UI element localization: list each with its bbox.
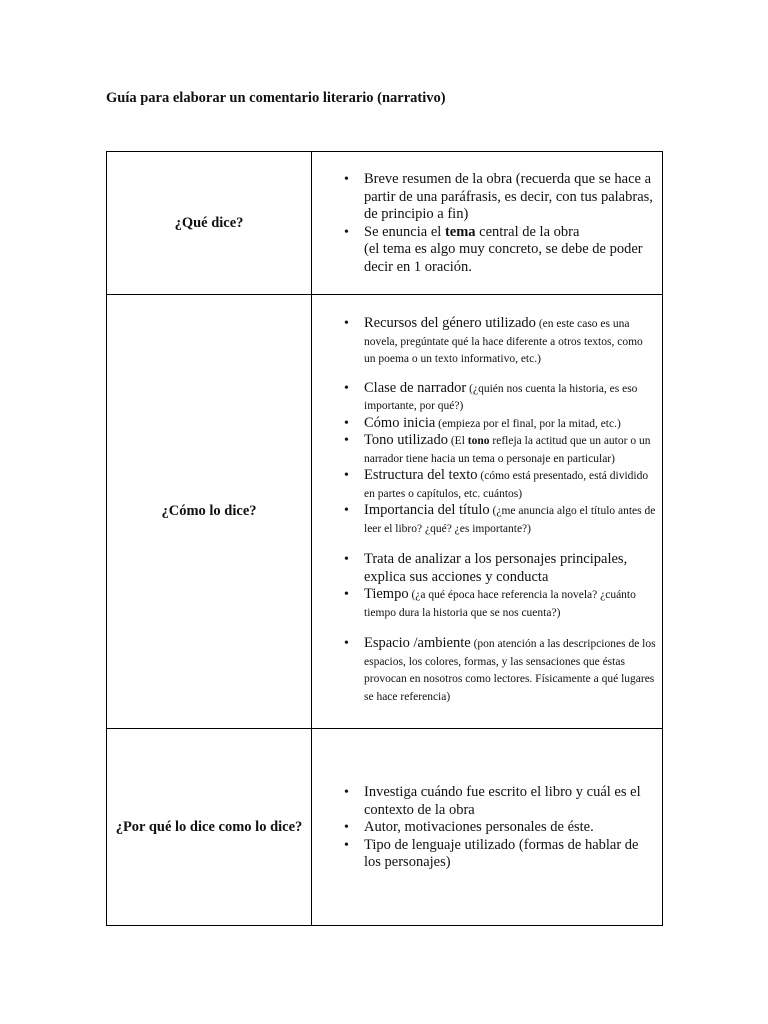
- list-item: • Cómo inicia (empieza por el final, por la mitad, etc.): [336, 415, 656, 433]
- list-item: • Tiempo (¿a qué época hace referencia la novela? ¿cuánto tiempo dura la historia que se nos cuenta?): [336, 586, 656, 621]
- list-item: • Tono utilizado (El tono refleja la actitud que un autor o un narrador tiene hacia un tema o personaje en particular): [336, 432, 656, 467]
- list-item: • Clase de narrador (¿quién nos cuenta la historia, es eso importante, por qué?): [336, 380, 656, 415]
- answer-cell: [312, 295, 663, 729]
- list-item: • Se enuncia el tema central de la obra (el tema es algo muy concreto, se debe de poder decir en 1 oración.: [336, 224, 656, 277]
- list-item: • Autor, motivaciones personales de éste.: [336, 819, 656, 837]
- list-item: • Tipo de lenguaje utilizado (formas de hablar de los personajes): [336, 837, 656, 872]
- question-como-lo-dice: ¿Cómo lo dice?: [161, 503, 257, 519]
- answer-cell: [312, 152, 663, 295]
- question-cell: [107, 295, 312, 729]
- question-por-que: ¿Por qué lo dice como lo dice?: [115, 818, 303, 835]
- answer-cell: [312, 729, 663, 926]
- list-item: • Trata de analizar a los personajes principales, explica sus acciones y conducta: [336, 551, 656, 586]
- question-que-dice: ¿Qué dice?: [174, 214, 244, 231]
- document-title: Guía para elaborar un comentario literario (narrativo): [106, 90, 446, 106]
- guide-table: [106, 151, 663, 926]
- list-item: • Breve resumen de la obra (recuerda que se hace a partir de una paráfrasis, es decir, con tus palabras, de principio a fin): [336, 171, 656, 224]
- list-item: • Estructura del texto (cómo está presentado, está dividido en partes o capítulos, etc. cuántos): [336, 467, 656, 502]
- list-item: • Espacio /ambiente (pon atención a las descripciones de los espacios, los colores, formas, y las sensaciones que éstas provocan en nosotros como lectores. Físicamente a qué lugares se hace referencia): [336, 635, 656, 705]
- list-item: • Recursos del género utilizado (en este caso es una novela, pregúntate qué la hace diferente a otros textos, como un poema o un texto informativo, etc.): [336, 315, 656, 368]
- table-row: [107, 295, 663, 729]
- table-row: [107, 729, 663, 926]
- list-item: • Investiga cuándo fue escrito el libro y cuál es el contexto de la obra: [336, 784, 656, 819]
- question-cell: [107, 152, 312, 295]
- question-cell: [107, 729, 312, 926]
- list-item: • Importancia del título (¿me anuncia algo el título antes de leer el libro? ¿qué? ¿es importante?): [336, 502, 656, 537]
- table-row: [107, 152, 663, 295]
